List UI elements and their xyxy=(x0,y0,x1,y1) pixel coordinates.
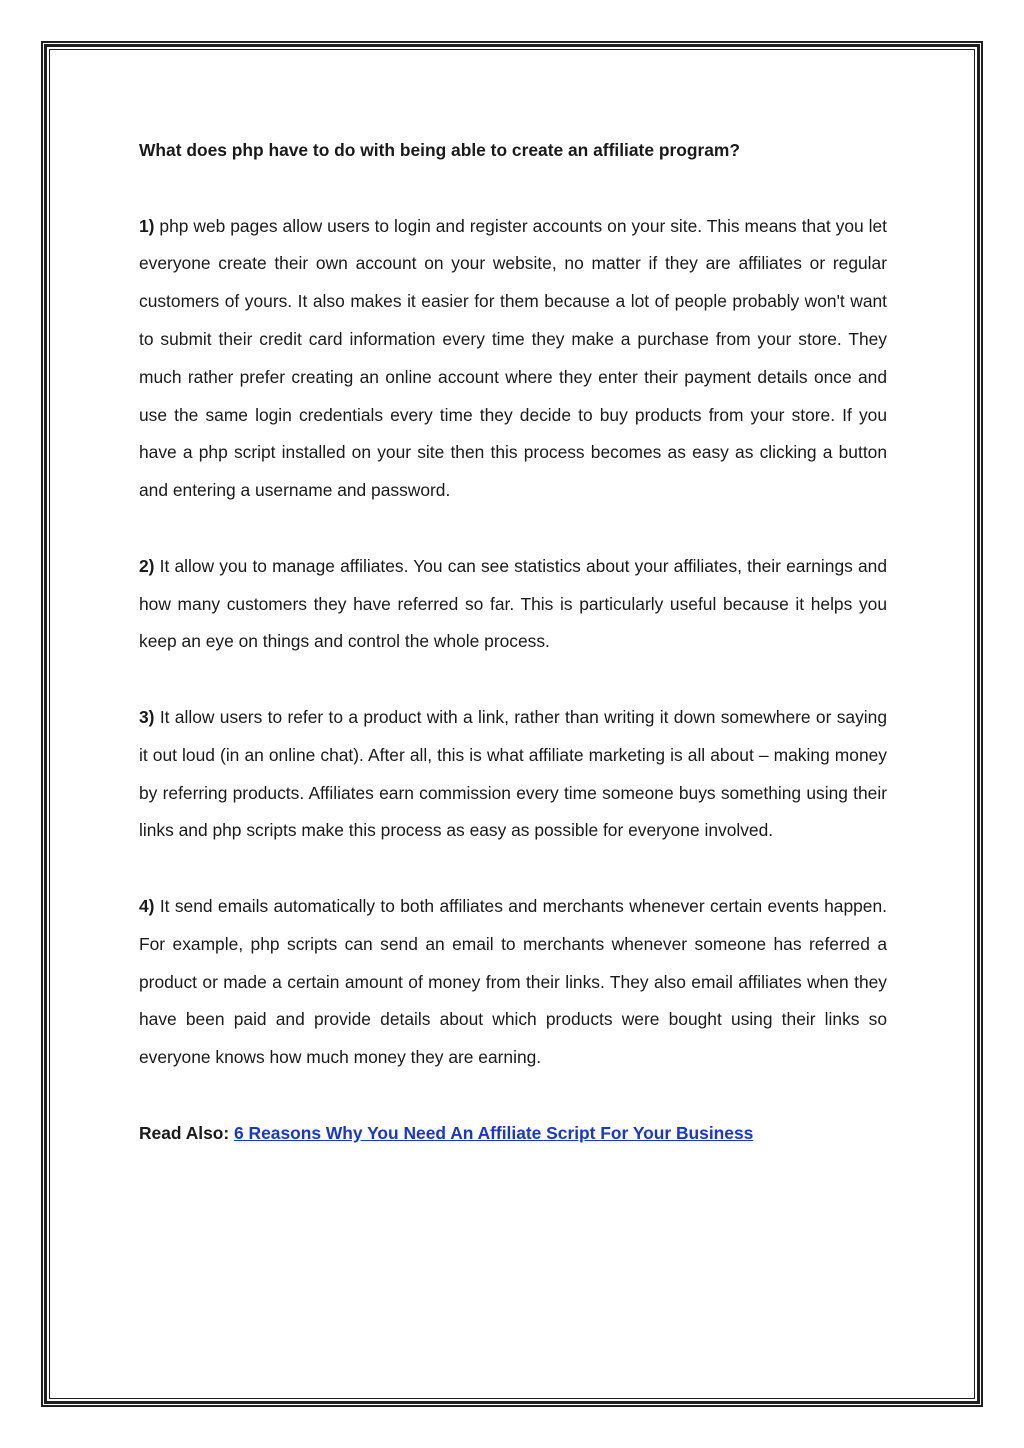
point-number: 1) xyxy=(139,215,155,236)
point-2 xyxy=(139,548,887,661)
point-4 xyxy=(139,888,887,1077)
document-body xyxy=(139,132,887,1153)
point-1 xyxy=(139,208,887,510)
point-text: php web pages allow users to login and register accounts on your site. This means that you let everyone create their own account on your website, no matter if they are affiliates or regular customers of yours. It also makes it easier for them because a lot of people probably won't want to submit their credit card information every time they make a purchase from your store. They much rather prefer creating an online account where they enter their payment details once and use the same login credentials every time they decide to buy products from your store. If you have a php script installed on your site then this process becomes as easy as clicking a button and entering a username and password. xyxy=(139,215,887,501)
point-text: It allow you to manage affiliates. You can see statistics about your affiliates, their earnings and how many customers they have referred so far. This is particularly useful because it helps you keep an eye on things and control the whole process. xyxy=(139,555,887,652)
point-number: 4) xyxy=(139,895,155,916)
read-also-label: Read Also: xyxy=(139,1122,230,1143)
read-also xyxy=(139,1115,887,1153)
point-number: 2) xyxy=(139,555,155,576)
point-3 xyxy=(139,699,887,850)
point-number: 3) xyxy=(139,706,155,727)
document-heading: What does php have to do with being able to create an affiliate program? xyxy=(139,140,741,160)
read-also-link[interactable]: 6 Reasons Why You Need An Affiliate Script For Your Business xyxy=(234,1122,754,1143)
point-text: It allow users to refer to a product with a link, rather than writing it down somewhere or saying it out loud (in an online chat). After all, this is what affiliate marketing is all about – making money by referring products. Affiliates earn commission every time someone buys something using their links and php scripts make this process as easy as possible for everyone involved. xyxy=(139,706,887,841)
point-text: It send emails automatically to both affiliates and merchants whenever certain events happen. For example, php scripts can send an email to merchants whenever someone has referred a product or made a certain amount of money from their links. They also email affiliates when they have been paid and provide details about which products were bought using their links so everyone knows how much money they are earning. xyxy=(139,895,887,1068)
